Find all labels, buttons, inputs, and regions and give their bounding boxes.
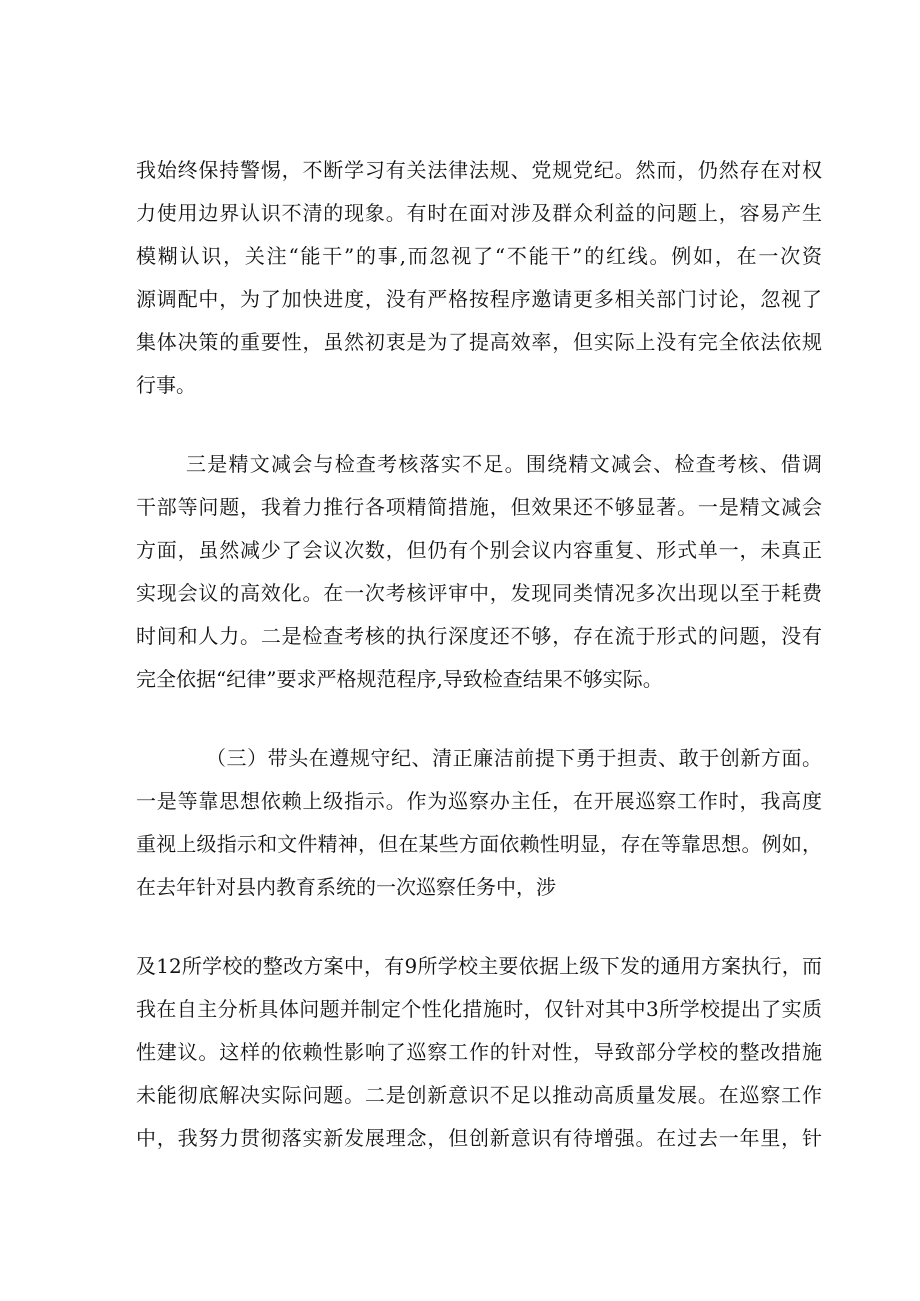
- paragraph-4-line-5: 中，我努力贯彻落实新发展理念，但创新意识有待增强。在过去一年里，针: [136, 1126, 822, 1150]
- paragraph-1-line-6: 行事。: [136, 373, 196, 397]
- paragraph-2-line-6: 完全依据“纪律”要求严格规范程序,导致检查结果不够实际。: [136, 667, 663, 691]
- paragraph-3-line-1: （三）带头在遵规守纪、清正廉洁前提下勇于担责、敢于创新方面。: [206, 746, 822, 770]
- paragraph-2-line-4: 实现会议的高效化。在一次考核评审中，发现同类情况多次出现以至于耗费: [136, 581, 822, 605]
- paragraph-2-line-3: 方面，虽然减少了会议次数，但仍有个别会议内容重复、形式单一，未真正: [136, 538, 822, 562]
- paragraph-4-line-1: 及12所学校的整改方案中，有9所学校主要依据上级下发的通用方案执行，而: [136, 954, 822, 978]
- paragraph-3-line-4: 在去年针对县内教育系统的一次巡察任务中，涉: [136, 875, 556, 899]
- paragraph-1-line-4: 源调配中，为了加快进度，没有严格按程序邀请更多相关部门讨论，忽视了: [136, 287, 822, 311]
- paragraph-4-line-3: 性建议。这样的依赖性影响了巡察工作的针对性，导致部分学校的整改措施: [136, 1040, 822, 1064]
- paragraph-4-line-2: 我在自主分析具体问题并制定个性化措施时，仅针对其中3所学校提出了实质: [136, 997, 822, 1021]
- paragraph-2-line-1: 三是精文减会与检查考核落实不足。围绕精文减会、检查考核、借调: [186, 452, 822, 476]
- paragraph-2-line-2: 干部等问题，我着力推行各项精简措施，但效果还不够显著。一是精文减会: [136, 495, 822, 519]
- paragraph-3-line-3: 重视上级指示和文件精神，但在某些方面依赖性明显，存在等靠思想。例如，: [136, 832, 822, 856]
- paragraph-3-line-2: 一是等靠思想依赖上级指示。作为巡察办主任，在开展巡察工作时，我高度: [136, 789, 822, 813]
- paragraph-1-line-5: 集体决策的重要性，虽然初衷是为了提高效率，但实际上没有完全依法依规: [136, 330, 822, 354]
- paragraph-1-line-2: 力使用边界认识不清的现象。有时在面对涉及群众利益的问题上，容易产生: [136, 201, 822, 225]
- paragraph-1-line-1: 我始终保持警惕，不断学习有关法律法规、党规党纪。然而，仍然存在对权: [136, 158, 822, 182]
- paragraph-1-line-3: 模糊认识，关注“能干”的事,而忽视了“不能干”的红线。例如，在一次资: [136, 244, 822, 268]
- paragraph-4-line-4: 未能彻底解决实际问题。二是创新意识不足以推动高质量发展。在巡察工作: [136, 1083, 822, 1107]
- paragraph-2-line-5: 时间和人力。二是检查考核的执行深度还不够，存在流于形式的问题，没有: [136, 624, 822, 648]
